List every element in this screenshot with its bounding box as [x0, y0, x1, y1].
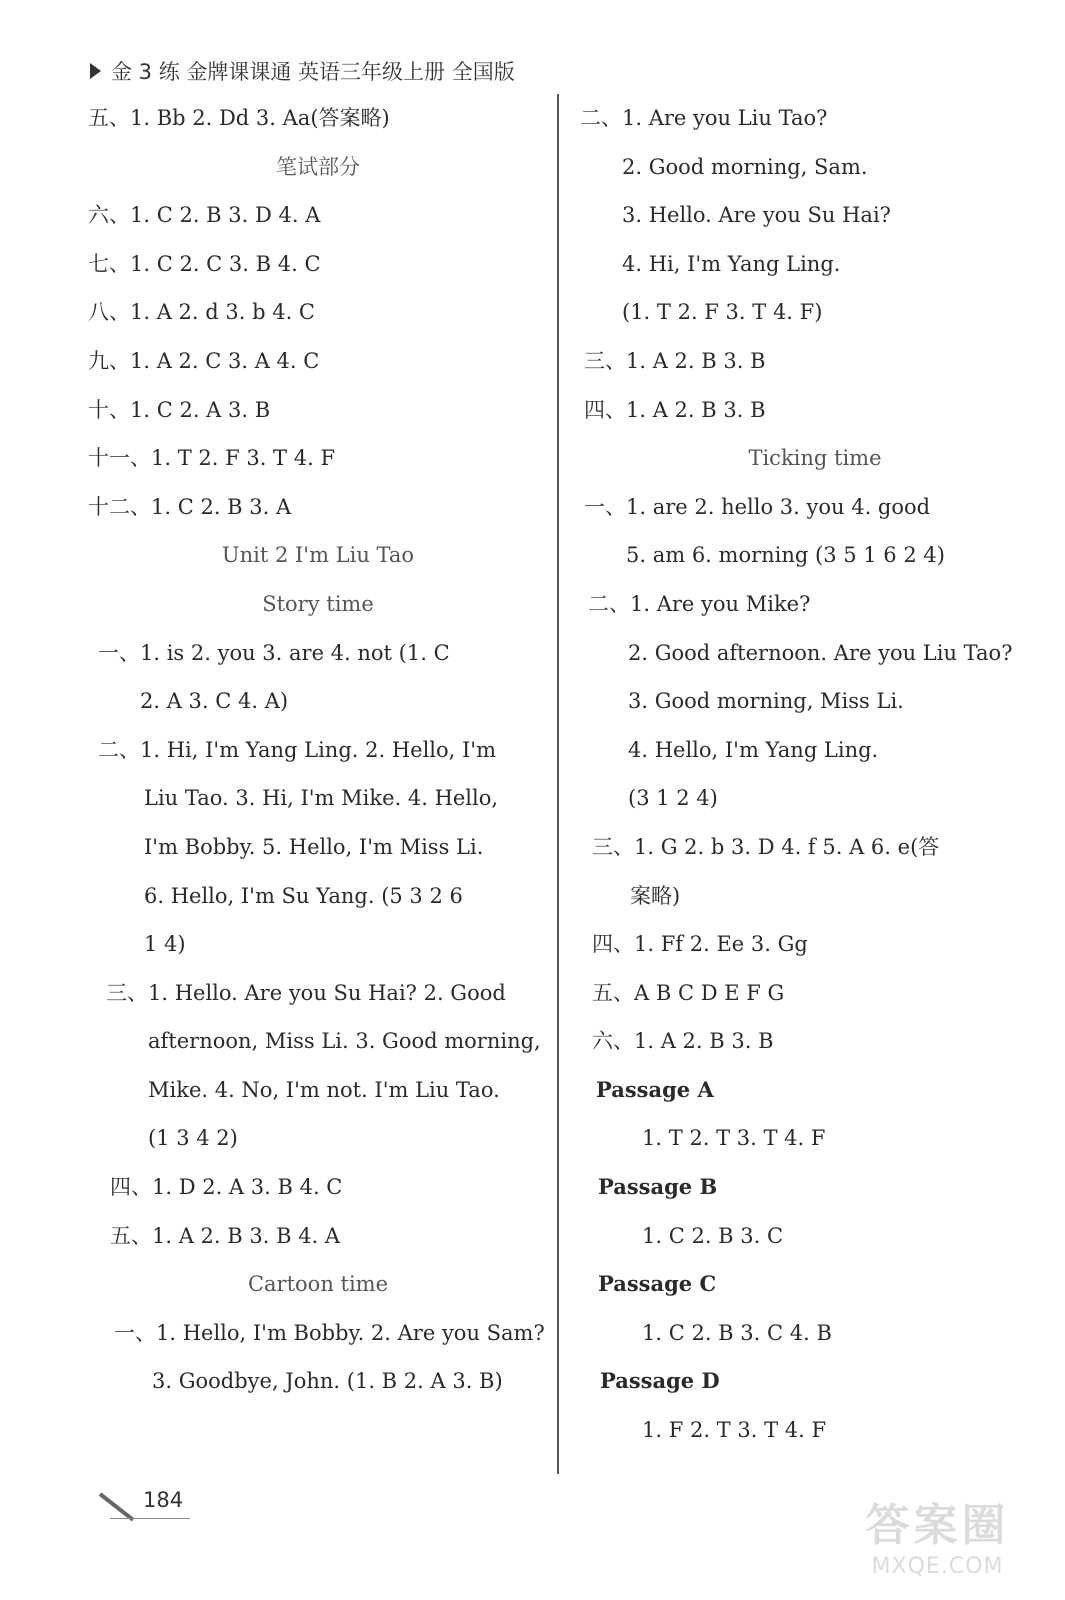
- answer-line: 5. am 6. morning (3 5 1 6 2 4): [626, 543, 945, 568]
- answer-line: 一、1. is 2. you 3. are 4. not (1. C: [98, 640, 450, 665]
- answer-line: 二、1. Hi, I'm Yang Ling. 2. Hello, I'm: [98, 737, 496, 762]
- watermark-title: 答案圈: [865, 1500, 1010, 1551]
- answer-line: 三、1. A 2. B 3. B: [584, 348, 766, 373]
- watermark-url: MXQE.COM: [871, 1554, 1004, 1579]
- play-triangle-icon: [90, 63, 101, 79]
- answer-line: 五、1. Bb 2. Dd 3. Aa(答案略): [88, 106, 390, 130]
- footer-rule: [110, 1518, 190, 1519]
- answer-line: Passage A: [596, 1076, 714, 1102]
- answer-line: I'm Bobby. 5. Hello, I'm Miss Li.: [144, 834, 484, 859]
- header-title: 金 3 练 金牌课课通 英语三年级上册 全国版: [111, 60, 515, 84]
- answer-line: Story time: [262, 591, 374, 616]
- watermark-logo: [840, 1500, 1035, 1592]
- answer-line: Cartoon time: [247, 1272, 389, 1297]
- answer-line: 1 4): [144, 932, 186, 957]
- answer-line: 2. Good afternoon. Are you Liu Tao?: [628, 640, 1013, 665]
- answer-line: 六、1. C 2. B 3. D 4. A: [88, 203, 321, 228]
- page-number: 184: [143, 1488, 184, 1512]
- answer-line: (1. T 2. F 3. T 4. F): [622, 300, 823, 325]
- answer-line: 七、1. C 2. C 3. B 4. C: [88, 251, 321, 276]
- answer-line: Passage D: [600, 1368, 720, 1394]
- answer-line: 九、1. A 2. C 3. A 4. C: [88, 348, 320, 373]
- answer-line: 四、1. D 2. A 3. B 4. C: [110, 1175, 343, 1200]
- answer-line: 三、1. G 2. b 3. D 4. f 5. A 6. e(答: [592, 834, 940, 859]
- answer-line: 八、1. A 2. d 3. b 4. C: [88, 300, 315, 325]
- answer-line: 十、1. C 2. A 3. B: [88, 397, 271, 422]
- left-column: [88, 94, 548, 1406]
- answer-line: 二、1. Are you Liu Tao?: [580, 106, 828, 130]
- column-divider: [557, 94, 559, 1474]
- answer-line: 1. F 2. T 3. T 4. F: [642, 1418, 827, 1443]
- header: [90, 56, 515, 86]
- answer-line: 二、1. Are you Mike?: [588, 591, 811, 616]
- answer-line: 一、1. are 2. hello 3. you 4. good: [584, 494, 931, 519]
- answer-line: 3. Good morning, Miss Li.: [628, 689, 904, 714]
- answer-line: 4. Hi, I'm Yang Ling.: [622, 251, 841, 276]
- answer-line: afternoon, Miss Li. 3. Good morning,: [148, 1029, 541, 1054]
- answer-line: 2. A 3. C 4. A): [140, 689, 289, 714]
- answer-line: Unit 2 I'm Liu Tao: [221, 543, 415, 568]
- answer-line: Passage B: [598, 1174, 718, 1200]
- answer-line: 2. Good morning, Sam.: [622, 154, 868, 179]
- answer-line: 三、1. Hello. Are you Su Hai? 2. Good: [106, 980, 506, 1005]
- answer-line: 1. T 2. T 3. T 4. F: [642, 1126, 826, 1151]
- answer-line: 1. C 2. B 3. C: [642, 1223, 784, 1248]
- answer-line: (1 3 4 2): [148, 1126, 238, 1151]
- answer-line: 五、A B C D E F G: [592, 980, 785, 1005]
- answer-line: 六、1. A 2. B 3. B: [592, 1029, 774, 1054]
- answer-line: 案略): [630, 883, 681, 908]
- answer-line: 4. Hello, I'm Yang Ling.: [628, 737, 879, 762]
- answer-line: 一、1. Hello, I'm Bobby. 2. Are you Sam?: [114, 1320, 545, 1345]
- answer-line: 3. Hello. Are you Su Hai?: [622, 203, 891, 228]
- answer-line: 1. C 2. B 3. C 4. B: [642, 1320, 832, 1345]
- answer-line: 3. Goodbye, John. (1. B 2. A 3. B): [152, 1369, 503, 1394]
- answer-line: 十二、1. C 2. B 3. A: [88, 494, 292, 519]
- answer-line: Mike. 4. No, I'm not. I'm Liu Tao.: [148, 1077, 500, 1102]
- answer-line: Ticking time: [748, 446, 882, 471]
- answer-line: 笔试部分: [276, 154, 360, 179]
- answer-line: 四、1. A 2. B 3. B: [584, 397, 766, 422]
- answer-line: 6. Hello, I'm Su Yang. (5 3 2 6: [144, 883, 463, 908]
- answer-line: 十一、1. T 2. F 3. T 4. F: [88, 446, 336, 471]
- answer-line: 四、1. Ff 2. Ee 3. Gg: [592, 932, 808, 957]
- answer-line: (3 1 2 4): [628, 786, 718, 811]
- answer-line: 五、1. A 2. B 3. B 4. A: [110, 1223, 341, 1248]
- answer-line: Passage C: [598, 1271, 717, 1297]
- answer-line: Liu Tao. 3. Hi, I'm Mike. 4. Hello,: [144, 786, 499, 811]
- right-column: [580, 94, 1050, 1455]
